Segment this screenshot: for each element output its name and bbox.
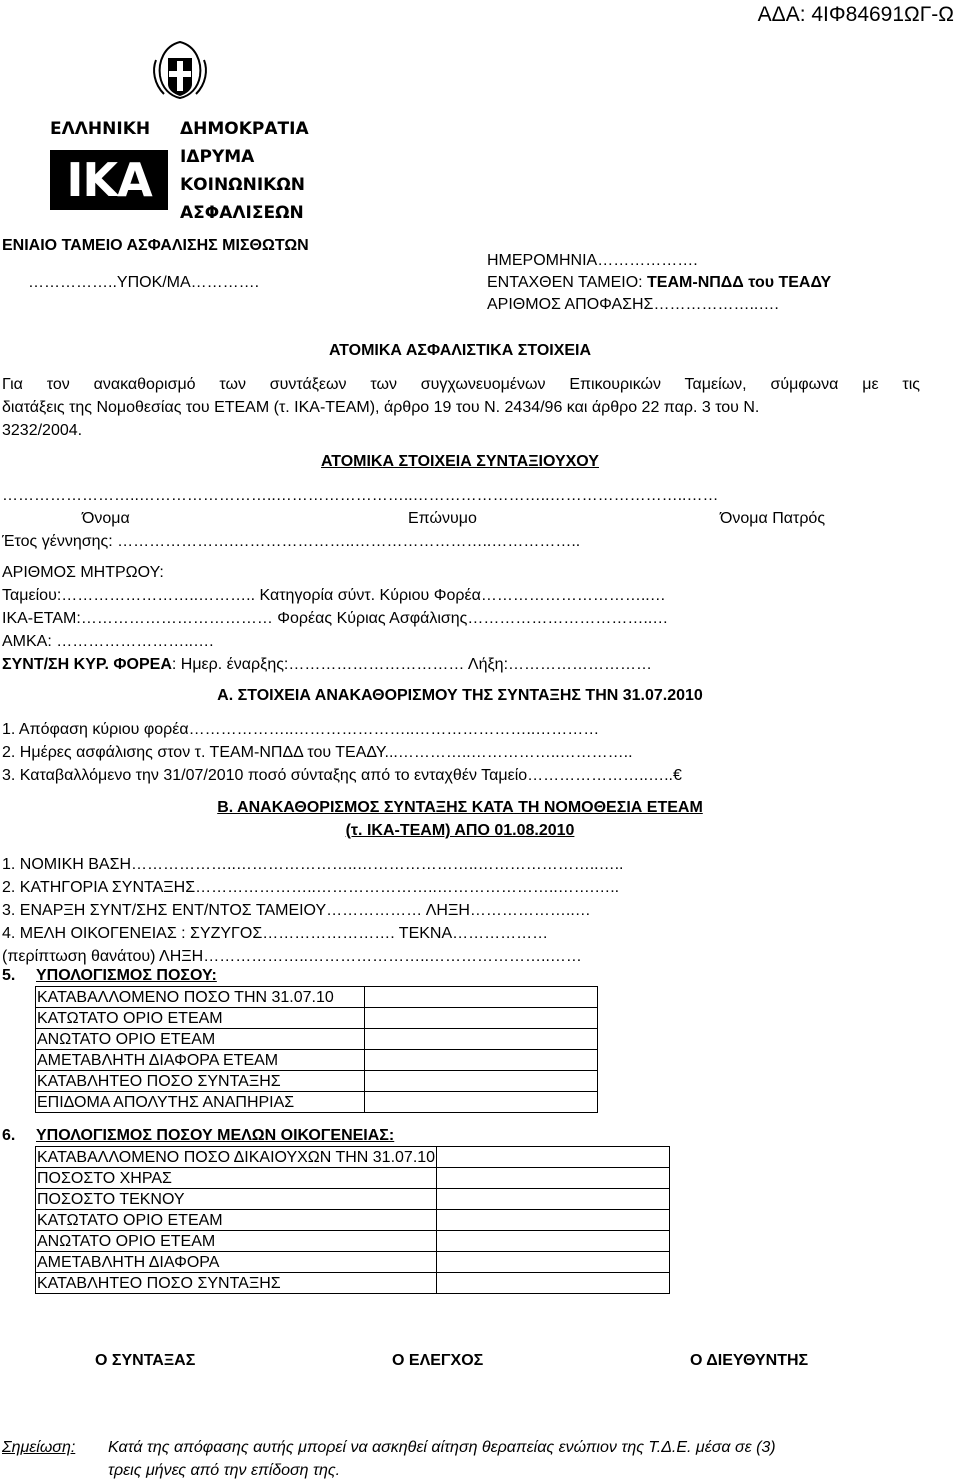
- decision-line: ΑΡΙΘΜΟΣ ΑΠΟΦΑΣΗΣ………………..….: [487, 296, 779, 313]
- fund-line-prefix: ΕΝΤΑΧΘΕΝ ΤΑΜΕΙΟ:: [487, 274, 648, 291]
- table-row: [36, 987, 598, 1008]
- signature-composer: Ο ΣΥΝΤΑΞΑΣ: [95, 1352, 196, 1369]
- calc6-label: ΑΜΕΤΑΒΛΗΤΗ ΔΙΑΦΟΡΑ: [36, 1252, 437, 1273]
- calc6-label: ΠΟΣΟΣΤΟ ΤΕΚΝΟΥ: [36, 1189, 437, 1210]
- pensioner-title: ΑΤΟΜΙΚΑ ΣΤΟΙΧΕΙΑ ΣΥΝΤΑΞΙΟΥΧΟΥ: [321, 453, 599, 470]
- main-title: ΑΤΟΜΙΚΑ ΑΣΦΑΛΙΣΤΙΚΑ ΣΤΟΙΧΕΙΑ: [328, 342, 592, 359]
- fund-registry-row: Ταμείου:……………………..……….. Κατηγορία σύντ. Κύριου Φορέα…………………………..…: [2, 587, 666, 604]
- name-label: Όνομα: [82, 510, 130, 527]
- section-b-item-4-sub: (περίπτωση θανάτου) ΛΗΞΗ………………..…………………..…………………..……: [2, 948, 582, 965]
- birth-year: Έτος γέννησης: ………………….…………………..……………………..……………..: [2, 533, 581, 550]
- table-row: [36, 1092, 598, 1113]
- calc6-value-cell[interactable]: [437, 1273, 670, 1294]
- fund-name: ΕΝΙΑΙΟ ΤΑΜΕΙΟ ΑΣΦΑΛΙΣΗΣ ΜΙΣΘΩΤΩΝ: [2, 237, 309, 254]
- table-row: [36, 1189, 670, 1210]
- calc5-title: ΥΠΟΛΟΓΙΣΜΟΣ ΠΟΣΟΥ:: [36, 967, 217, 984]
- calc5-value-cell[interactable]: [365, 987, 598, 1008]
- signature-checker: Ο ΕΛΕΓΧΟΣ: [392, 1352, 484, 1369]
- section-a-title: Α. ΣΤΟΙΧΕΙΑ ΑΝΑΚΑΘΟΡΙΣΜΟΥ ΤΗΣ ΣΥΝΤΑΞΗΣ ΤΗΝ 31.07.2010: [217, 687, 703, 704]
- calc5-label: ΚΑΤΑΒΑΛΛΟΜΕΝΟ ΠΟΣΟ ΤΗΝ 31.07.10: [36, 987, 365, 1008]
- amka-row: ΑΜΚΑ: ……………………..….: [2, 633, 214, 650]
- calc5-number: 5.: [2, 967, 16, 984]
- calc6-value-cell[interactable]: [437, 1147, 670, 1168]
- logo-institute: ΙΔΡΥΜΑ: [180, 147, 255, 167]
- table-row: [36, 1071, 598, 1092]
- section-b-item-2: 2. ΚΑΤΗΓΟΡΙΑ ΣΥΝΤΑΞΗΣ…………………..…………………..…………………..…….…..: [2, 879, 620, 896]
- logo-social: ΚΟΙΝΩΝΙΚΩΝ: [180, 175, 306, 195]
- note-label: Σημείωση:: [2, 1439, 76, 1456]
- fund-line: [487, 273, 831, 292]
- table-row: [36, 1147, 670, 1168]
- logo-republic: ΔΗΜΟΚΡΑΤΙΑ: [180, 119, 309, 139]
- calc5-label: ΕΠΙΔΟΜΑ ΑΠΟΛΥΤΗΣ ΑΝΑΠΗΡΙΑΣ: [36, 1092, 365, 1113]
- logo-insurance: ΑΣΦΑΛΙΣΕΩΝ: [180, 203, 304, 223]
- calc5-table: [35, 986, 598, 1113]
- calc5-value-cell[interactable]: [365, 1008, 598, 1029]
- main-pension-row: [2, 655, 652, 674]
- main-pension-label: ΣΥΝΤ/ΣΗ ΚΥΡ. ΦΟΡΕΑ: [2, 656, 172, 673]
- ika-etam-row: ΙΚΑ-ΕΤΑΜ:……………………………… Φορέας Κύριας Ασφάλισης……………………………..…: [2, 610, 669, 627]
- logo-hellenic: ΕΛΛΗΝΙΚΗ: [50, 119, 151, 139]
- table-row: [36, 1231, 670, 1252]
- calc6-value-cell[interactable]: [437, 1168, 670, 1189]
- calc6-number: 6.: [2, 1127, 16, 1144]
- table-row: [36, 1273, 670, 1294]
- table-row: [36, 1029, 598, 1050]
- main-pension-dates: : Ημερ. έναρξης:…………………………… Λήξη:………………………: [171, 656, 653, 673]
- table-row: [36, 1008, 598, 1029]
- section-b-title-2: (τ. ΙΚΑ-ΤΕΑΜ) ΑΠΟ 01.08.2010: [345, 822, 575, 839]
- section-b-item-4: 4. ΜΕΛΗ ΟΙΚΟΓΕΝΕΙΑΣ : ΣΥΖΥΓΟΣ……………………. ΤΕΚΝΑ………………: [2, 925, 549, 942]
- ada-code: ΑΔΑ: 4ΙΦ84691ΩΓ-Ω: [757, 3, 954, 26]
- calc6-title: ΥΠΟΛΟΓΙΣΜΟΣ ΠΟΣΟΥ ΜΕΛΩΝ ΟΙΚΟΓΕΝΕΙΑΣ:: [36, 1127, 395, 1144]
- section-a-item-2: 2. Ημέρες ασφάλισης στον τ. ΤΕΑΜ-ΝΠΔΔ του ΤΕΑΔΥ...…………..……………..…………..: [2, 744, 633, 761]
- greek-coat-of-arms-icon: [150, 40, 210, 100]
- name-dots: ……………………..……………………..……………………..……………………..……………………..……: [2, 487, 719, 504]
- ika-logo: IKA: [50, 150, 168, 210]
- table-row: [36, 1168, 670, 1189]
- fund-line-bold: ΤΕΑΜ-ΝΠΔΔ του ΤΕΑΔΥ: [647, 274, 832, 291]
- calc6-label: ΑΝΩΤΑΤΟ ΟΡΙΟ ΕΤΕΑΜ: [36, 1231, 437, 1252]
- calc5-label: ΚΑΤΩΤΑΤΟ ΟΡΙΟ ΕΤΕΑΜ: [36, 1008, 365, 1029]
- signature-director: Ο ΔΙΕΥΘΥΝΤΗΣ: [690, 1352, 809, 1369]
- calc6-label: ΠΟΣΟΣΤΟ ΧΗΡΑΣ: [36, 1168, 437, 1189]
- intro-line-3: 3232/2004.: [2, 422, 83, 439]
- calc5-value-cell[interactable]: [365, 1050, 598, 1071]
- intro-line-2: διατάξεις της Νομοθεσίας του ΕΤΕΑΜ (τ. ΙΚΑ-ΤΕΑΜ), άρθρο 19 του Ν. 2434/96 και άρθρο 22 παρ. 3 του Ν.: [2, 399, 760, 416]
- calc6-label: ΚΑΤΩΤΑΤΟ ΟΡΙΟ ΕΤΕΑΜ: [36, 1210, 437, 1231]
- branch-line: ……………..ΥΠΟΚ/ΜΑ………….: [28, 274, 260, 291]
- calc5-value-cell[interactable]: [365, 1029, 598, 1050]
- intro-line-1: Για τον ανακαθορισμό των συντάξεων των συγχωνευομένων Επικουρικών Ταμείων, σύμφωνα με τις: [2, 376, 920, 393]
- surname-label: Επώνυμο: [408, 510, 477, 527]
- calc5-label: ΚΑΤΑΒΛΗΤΕΟ ΠΟΣΟ ΣΥΝΤΑΞΗΣ: [36, 1071, 365, 1092]
- calc6-label: ΚΑΤΑΒΛΗΤΕΟ ΠΟΣΟ ΣΥΝΤΑΞΗΣ: [36, 1273, 437, 1294]
- section-a-item-3: 3. Καταβαλλόμενο την 31/07/2010 ποσό σύνταξης από το ενταχθέν Ταμείο…………………..…..€: [2, 767, 682, 784]
- section-b-title-1: Β. ΑΝΑΚΑΘΟΡΙΣΜΟΣ ΣΥΝΤΑΞΗΣ ΚΑΤΑ ΤΗ ΝΟΜΟΘΕΣΙΑ ΕΤΕΑΜ: [217, 799, 703, 816]
- calc6-label: ΚΑΤΑΒΑΛΛΟΜΕΝΟ ΠΟΣΟ ΔΙΚΑΙΟΥΧΩΝ ΤΗΝ 31.07.10: [37, 1148, 436, 1166]
- calc6-value-cell[interactable]: [437, 1231, 670, 1252]
- father-name-label: Όνομα Πατρός: [720, 510, 826, 527]
- table-row: [36, 1252, 670, 1273]
- table-row: [36, 1210, 670, 1231]
- table-row: [36, 1050, 598, 1071]
- note-line-2: τρεις μήνες από την επίδοση της.: [108, 1462, 341, 1479]
- section-b-item-1: 1. ΝΟΜΙΚΗ ΒΑΣΗ………………..…………………..…………………..…………………..…..: [2, 856, 624, 873]
- calc6-value-cell[interactable]: [437, 1210, 670, 1231]
- date-line: ΗΜΕΡΟΜΗΝΙΑ……………….: [487, 252, 698, 269]
- calc6-value-cell[interactable]: [437, 1189, 670, 1210]
- calc5-label: ΑΜΕΤΑΒΛΗΤΗ ΔΙΑΦΟΡΑ ΕΤΕΑΜ: [36, 1050, 365, 1071]
- note-line-1: Κατά της απόφασης αυτής μπορεί να ασκηθεί αίτηση θεραπείας ενώπιον της Τ.Δ.Ε. μέσα σε (3): [108, 1439, 776, 1456]
- calc6-table: [35, 1146, 670, 1294]
- calc6-value-cell[interactable]: [437, 1252, 670, 1273]
- calc5-value-cell[interactable]: [365, 1092, 598, 1113]
- registry-title: ΑΡΙΘΜΟΣ ΜΗΤΡΩΟΥ:: [2, 564, 164, 581]
- section-b-item-3: 3. ΕΝΑΡΞΗ ΣΥΝΤ/ΣΗΣ ΕΝΤ/ΝΤΟΣ ΤΑΜΕΙΟΥ……………… ΛΗΞΗ………………..…: [2, 902, 591, 919]
- section-a-item-1: 1. Απόφαση κύριου φορέα………………..…………………..…………………..…………: [2, 721, 600, 738]
- calc5-value-cell[interactable]: [365, 1071, 598, 1092]
- calc5-label: ΑΝΩΤΑΤΟ ΟΡΙΟ ΕΤΕΑΜ: [36, 1029, 365, 1050]
